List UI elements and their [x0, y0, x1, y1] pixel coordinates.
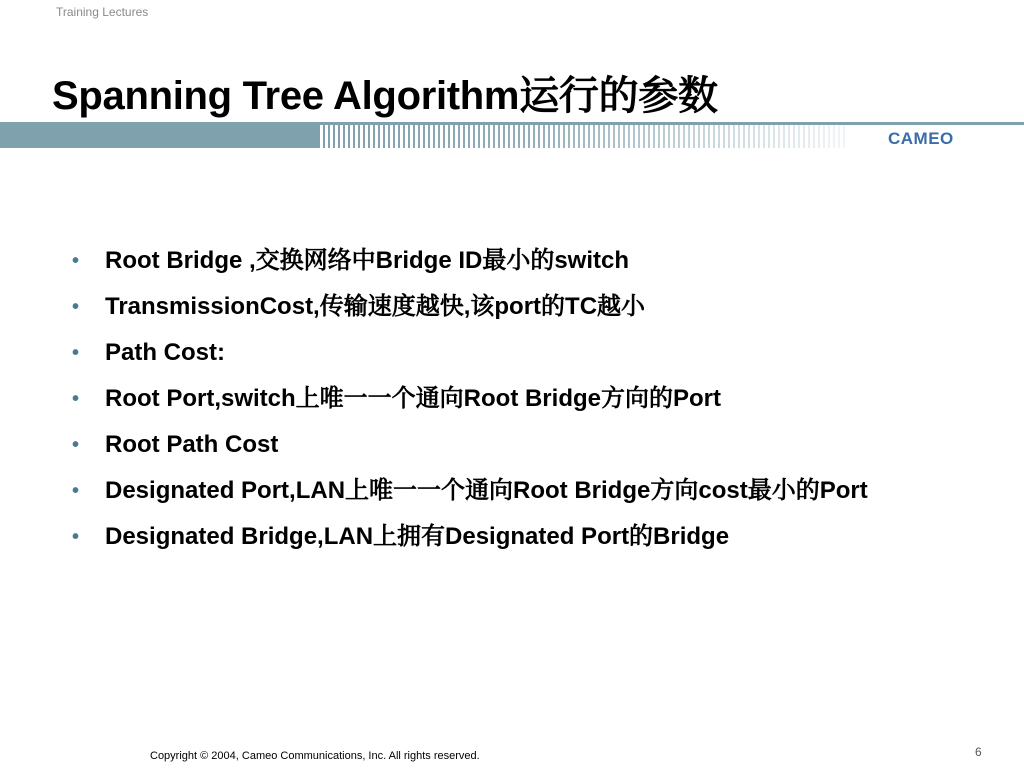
- bullet-item: [72, 248, 972, 274]
- bullet-text: Designated Bridge,LAN上拥有Designated Port的Bridge: [105, 523, 730, 550]
- cameo-logo: CAMEO: [888, 129, 954, 148]
- band-line: [0, 122, 1024, 125]
- bullet-dot-icon: •: [72, 480, 80, 502]
- page-number: 6: [975, 745, 982, 759]
- bullet-item: [72, 340, 972, 366]
- bullet-dot-icon: •: [72, 526, 80, 548]
- bullet-list: [72, 248, 972, 570]
- band-stripes: [318, 122, 848, 148]
- band-solid: [0, 122, 318, 148]
- bullet-item: [72, 294, 972, 320]
- bullet-text: Root Bridge ,交换网络中Bridge ID最小的switch: [105, 247, 630, 274]
- bullet-item: [72, 386, 972, 412]
- bullet-text: Designated Port,LAN上唯一一个通向Root Bridge方向cost最小的Port: [105, 477, 868, 504]
- bullet-dot-icon: •: [72, 388, 80, 410]
- bullet-text: Path Cost:: [105, 339, 225, 366]
- bullet-dot-icon: •: [72, 296, 80, 318]
- bullet-item: [72, 432, 972, 458]
- bullet-text: Root Path Cost: [105, 431, 279, 458]
- bullet-text: Root Port,switch上唯一一个通向Root Bridge方向的Port: [105, 385, 721, 412]
- bullet-text: TransmissionCost,传输速度越快,该port的TC越小: [105, 293, 646, 320]
- bullet-dot-icon: •: [72, 342, 80, 364]
- header-label: Training Lectures: [56, 5, 149, 19]
- bullet-dot-icon: •: [72, 250, 80, 272]
- footer-copyright: Copyright © 2004, Cameo Communications, Inc. All rights reserved.: [150, 750, 480, 762]
- slide-title: Spanning Tree Algorithm运行的参数: [52, 74, 718, 118]
- bullet-item: [72, 524, 972, 550]
- bullet-dot-icon: •: [72, 434, 80, 456]
- header-band: [0, 122, 1024, 148]
- bullet-item: [72, 478, 972, 504]
